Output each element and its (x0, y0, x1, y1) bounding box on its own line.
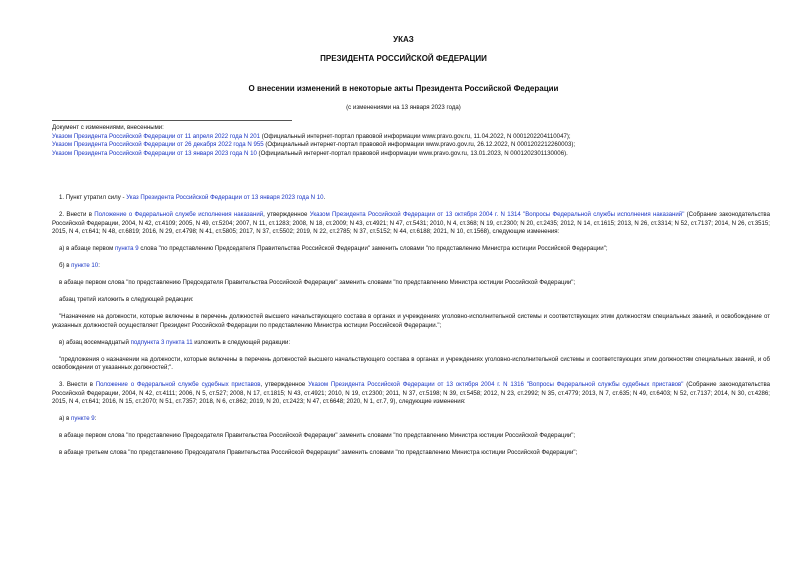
text: . (323, 194, 326, 201)
paragraph-2b (52, 262, 770, 271)
document-body (52, 194, 770, 466)
text: а) в абзаце первом (59, 245, 115, 253)
amendment-link[interactable]: Указом Президента Российской Федерации от 11 апреля 2022 года N 201 (52, 132, 261, 140)
paragraph-2b-2: абзац третий изложить в следующей редакции: (59, 296, 194, 304)
text: 2. Внести в (59, 210, 95, 218)
paragraph-1 (52, 194, 770, 203)
divider (52, 120, 292, 121)
amendment-source: (Официальный интернет-портал правовой информации www.pravo.gov.ru, 11.04.2022, N 0001202204110047); (260, 132, 571, 140)
decree-link[interactable]: Указом Президента Российской Федерации от 13 октября 2004 г. N 1316 "Вопросы Федеральной службы судебных приставов" (308, 381, 684, 389)
text: : (98, 262, 100, 270)
paragraph-2c (52, 339, 770, 348)
paragraph-2c-1: "предложения о назначении на должности, которые включены в перечень должностей высшего начальствующего состава в органах и учреждениях уголовно-исполнительной системы и соответствующих этим должностям специальных званий, и об освобождении от указанных должностей;". (52, 355, 770, 372)
paragraph-2b-3: "Назначение на должности, которые включены в перечень должностей высшего начальствующего состава в органах и учреждениях уголовно-исполнительной системы и соответствующих этим должностям специальных званий, и освобождение от указанных должностей осуществляет Президент Российской Федерации по представлению Министра юстиции Российской Федерации."; (52, 313, 770, 329)
regulation-link[interactable]: Положение о Федеральной службе судебных приставов (95, 381, 261, 389)
amendments-intro: Документ с изменениями, внесенными: (52, 124, 164, 131)
text: : (94, 415, 97, 423)
amendment-link[interactable]: Указом Президента Российской Федерации от 26 декабря 2022 года N 955 (52, 141, 264, 149)
doc-subject-title: О внесении изменений в некоторые акты Президента Российской Федерации (248, 84, 559, 93)
amendment-link[interactable]: Указом Президента Российской Федерации от 13 января 2023 года N 10 (52, 149, 257, 157)
clause-link[interactable]: подпункта 3 пункта 11 (130, 338, 193, 346)
text: изложить в следующей редакции: (192, 338, 291, 346)
issuer-title: ПРЕЗИДЕНТА РОССИЙСКОЙ ФЕДЕРАЦИИ (320, 54, 487, 63)
paragraph-3 (52, 381, 770, 407)
text: слова "по представлению Председателя Правительства Российской Федерации" заменить словами "по представлению Министра юстиции Российской Федерации"; (138, 245, 608, 253)
paragraph-3a (52, 415, 770, 424)
text: , утвержденное (260, 381, 309, 389)
paragraph-2a (52, 245, 770, 254)
text: в) абзац восемнадцатый (59, 338, 131, 346)
amendment-item (52, 150, 762, 159)
law-link[interactable]: Указ Президента Российской Федерации от 13 января 2023 года N 10 (126, 194, 324, 201)
regulation-link[interactable]: Положение о Федеральной службе исполнения наказаний (94, 210, 264, 218)
paragraph-3a-1: в абзаце первом слова "по представлению Председателя Правительства Российской Федерации" заменить словами "по представлению Министра юстиции Российской Федерации"; (59, 432, 576, 440)
text: (Собрание законодательства Российской Федерации, 2004, N 42, ст.4111; 2006, N 5, ст.527; 2008, N 17, ст.1815; N 43, ст.4921; 2010, N 19, ст.2300; 2011, N 37, ст.5198; N 39, ст.5458; 2012, N 23, ст.2992; N 35, ст.4779; 2013, N 7, ст.635; N 49, ст.6403; N 52, ст.7137; 2014, N 30, ст.4286; 2015, N 4, ст.641; 2016, N 15, ст.2070; N 51, ст.7357; 2018, N 6, ст.862; 2019, N 20, ст.2423; N 47, ст.6648; 2020, N 1, ст.7, 9), следующие изменения: (52, 381, 771, 406)
text: б) в (59, 262, 72, 270)
text: а) в (59, 415, 72, 423)
paragraph-2 (52, 211, 770, 237)
amendments-block (52, 124, 762, 158)
amendment-item (52, 133, 762, 142)
amendment-source: (Официальный интернет-портал правовой информации www.pravo.gov.ru, 26.12.2022, N 0001202212260003); (263, 141, 576, 149)
clause-link[interactable]: пункте 9 (71, 415, 95, 423)
doc-type-title: УКАЗ (393, 35, 414, 44)
paragraph-2b-1: в абзаце первом слова "по представлению Председателя Правительства Российской Федерации" заменить словами "по представлению Министра юстиции Российской Федерации"; (59, 279, 576, 287)
paragraph-3a-2: в абзаце третьем слова "по представлению Председателя Правительства Российской Федерации" заменить словами "по представлению Министра юстиции Российской Федерации"; (59, 449, 578, 457)
amendment-item (52, 141, 762, 150)
clause-link[interactable]: пункта 9 (115, 245, 139, 253)
clause-link[interactable]: пункте 10 (71, 262, 99, 270)
decree-link[interactable]: Указом Президента Российской Федерации от 13 октября 2004 г. N 1314 "Вопросы Федеральной службы исполнения наказаний" (309, 210, 685, 218)
amendment-source: (Официальный интернет-портал правовой информации www.pravo.gov.ru, 13.01.2023, N 0001202301130006). (256, 149, 568, 157)
text: 3. Внести в (59, 381, 96, 389)
text: , утвержденное (263, 210, 310, 218)
text: 1. Пункт утратил силу - (59, 194, 127, 201)
text: (Собрание законодательства Российской Федерации, 2004, N 42, ст.4109; 2005, N 49, ст.5204; 2007, N 11, ст.1283; 2008, N 18, ст.2009; N 43, ст.4921; N 47, ст.5431; 2010, N 4, ст.368; N 19, ст.2300; N 20, ст.2435; 2012, N 14, ст.1615; 2013, N 26, ст.3314; N 52, ст.7137; 2014, N 26, ст.3515; 2015, N 4, ст.641; N 48, ст.6819; 2016, N 29, ст.4798; N 41, ст.5805; 2017, N 37, ст.5502; 2019, N 22, ст.2785; N 37, ст.5152; N 44, ст.6188; 2021, N 10, ст.1568), следующие изменения: (52, 210, 770, 236)
revision-note: (с изменениями на 13 января 2023 года) (346, 104, 461, 111)
